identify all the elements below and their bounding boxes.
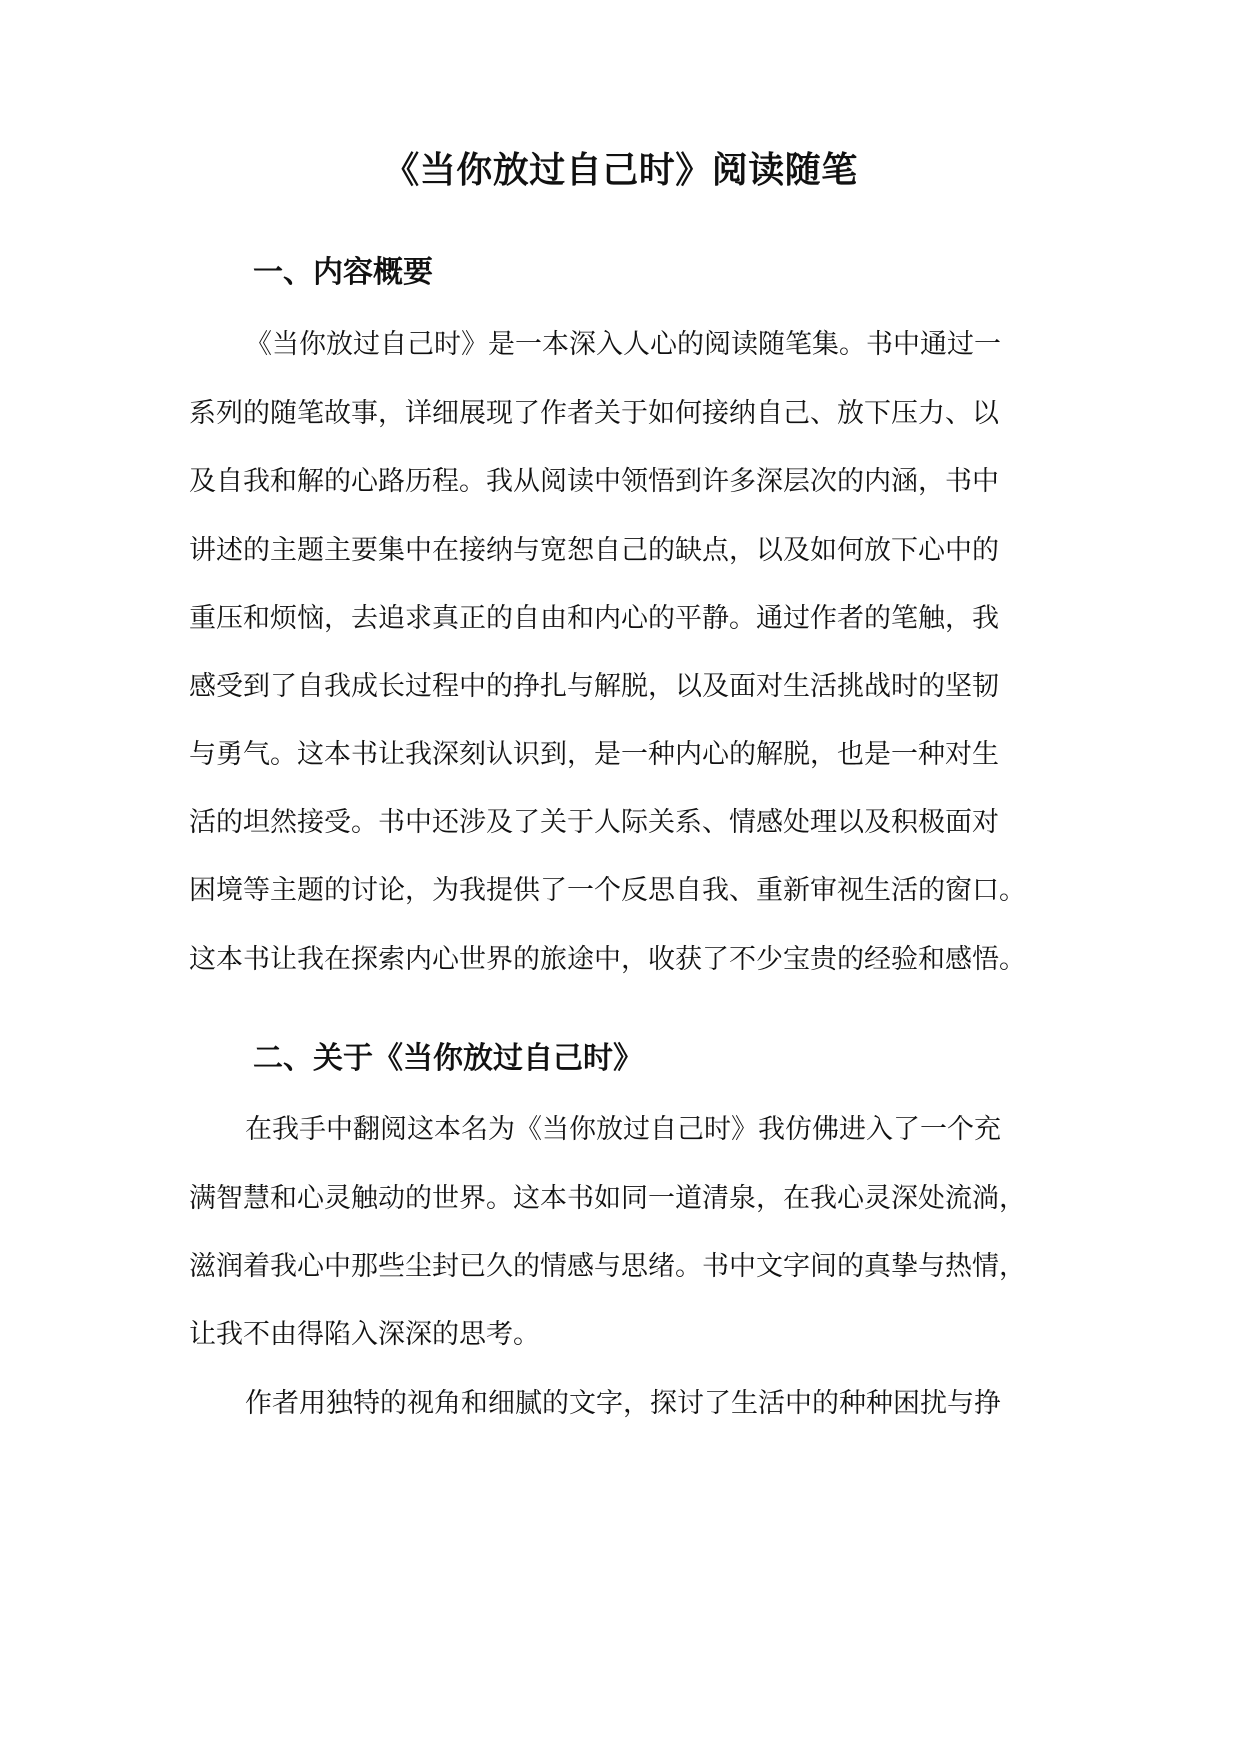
paragraph-line: 系列的随笔故事，详细展现了作者关于如何接纳自己、放下压力、以 — [189, 398, 999, 429]
paragraph-line: 重压和烦恼，去追求真正的自由和内心的平静。通过作者的笔触，我 — [189, 603, 999, 634]
section-heading-about: 二、关于《当你放过自己时》 — [253, 1041, 643, 1076]
document-title: 《当你放过自己时》阅读随笔 — [383, 149, 858, 191]
paragraph-line: 讲述的主题主要集中在接纳与宽恕自己的缺点，以及如何放下心中的 — [189, 535, 999, 566]
paragraph-line: 滋润着我心中那些尘封已久的情感与思绪。书中文字间的真挚与热情， — [189, 1251, 1026, 1282]
section-heading-summary: 一、内容概要 — [253, 255, 433, 290]
paragraph-line: 感受到了自我成长过程中的挣扎与解脱，以及面对生活挑战时的坚韧 — [189, 671, 999, 702]
paragraph-line: 《当你放过自己时》是一本深入人心的阅读随笔集。书中通过一 — [245, 329, 1001, 360]
paragraph-line: 在我手中翻阅这本名为《当你放过自己时》我仿佛进入了一个充 — [245, 1114, 1001, 1145]
paragraph-line: 困境等主题的讨论，为我提供了一个反思自我、重新审视生活的窗口。 — [189, 875, 1026, 906]
paragraph-line: 满智慧和心灵触动的世界。这本书如同一道清泉，在我心灵深处流淌， — [189, 1183, 1026, 1214]
paragraph-line: 与勇气。这本书让我深刻认识到，是一种内心的解脱，也是一种对生 — [189, 739, 999, 770]
paragraph-line: 作者用独特的视角和细腻的文字，探讨了生活中的种种困扰与挣 — [245, 1388, 1001, 1419]
paragraph-line: 这本书让我在探索内心世界的旅途中，收获了不少宝贵的经验和感悟。 — [189, 944, 1026, 975]
paragraph-line: 活的坦然接受。书中还涉及了关于人际关系、情感处理以及积极面对 — [189, 807, 999, 838]
paragraph-line: 及自我和解的心路历程。我从阅读中领悟到许多深层次的内涵，书中 — [189, 466, 999, 497]
paragraph-line: 让我不由得陷入深深的思考。 — [189, 1319, 540, 1350]
